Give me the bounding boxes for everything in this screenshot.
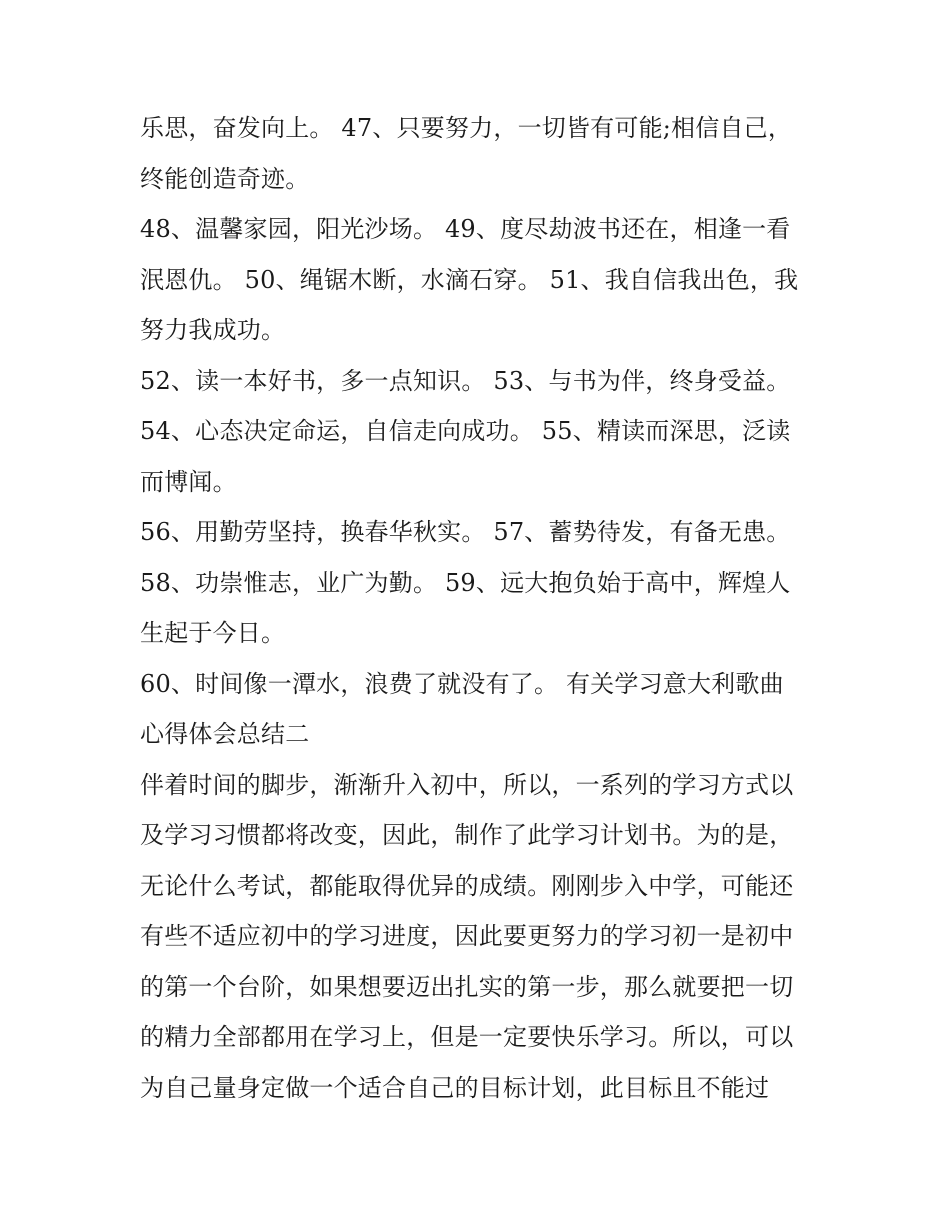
section-heading-line: 心得体会总结二 xyxy=(140,720,310,748)
text-line: 的第一个台阶，如果想要迈出扎实的第一步，那么就要把一切 xyxy=(140,972,794,1001)
text-line: 泯恩仇。 50、绳锯木断，水滴石穿。 51、我自信我出色，我 xyxy=(140,265,799,294)
text-line: 生起于今日。 xyxy=(140,619,286,647)
text-line: 无论什么考试，都能取得优异的成绩。刚刚步入中学，可能还 xyxy=(140,871,794,900)
text-line: 为自己量身定做一个适合自己的目标计划，此目标且不能过 xyxy=(140,1073,770,1102)
text-line: 努力我成功。 xyxy=(140,316,286,344)
text-line: 54、心态决定命运，自信走向成功。 55、精读而深思，泛读 xyxy=(140,417,791,445)
body-text xyxy=(140,103,830,1113)
text-line: 伴着时间的脚步，渐渐升入初中，所以，一系列的学习方式以 xyxy=(140,770,794,799)
text-line: 乐思，奋发向上。 47、只要努力，一切皆有可能;相信自己， xyxy=(140,114,793,142)
text-line: 60、时间像一潭水，浪费了就没有了。 有关学习意大利歌曲 xyxy=(140,669,784,698)
text-line: 56、用勤劳坚持，换春华秋实。 57、蓄势待发，有备无患。 xyxy=(140,518,791,546)
text-line: 52、读一本好书，多一点知识。 53、与书为伴，终身受益。 xyxy=(140,366,791,395)
text-line: 的精力全部都用在学习上，但是一定要快乐学习。所以，可以 xyxy=(140,1023,794,1051)
text-line: 终能创造奇迹。 xyxy=(140,164,310,193)
text-line: 有些不适应初中的学习进度，因此要更努力的学习初一是初中 xyxy=(140,922,794,950)
text-line: 58、功崇惟志，业广为勤。 59、远大抱负始于高中，辉煌人 xyxy=(140,568,791,597)
text-line: 而博闻。 xyxy=(140,467,237,496)
text-line: 及学习习惯都将改变，因此，制作了此学习计划书。为的是， xyxy=(140,821,794,849)
text-line: 48、温馨家园，阳光沙场。 49、度尽劫波书还在，相逢一看 xyxy=(140,215,791,243)
